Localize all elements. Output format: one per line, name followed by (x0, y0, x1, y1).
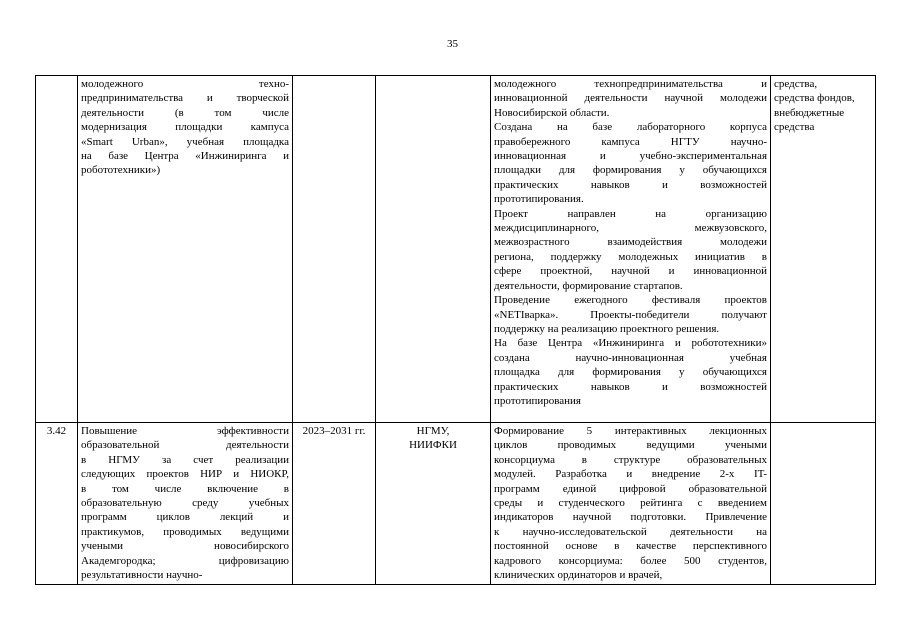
text-line: НГМУ, (416, 425, 450, 437)
text-line: практических навыков и возможностей (494, 178, 767, 191)
row-number-cell (36, 76, 78, 423)
text-line: Новосибирской области. (494, 106, 610, 119)
text-line: молодежного техно- (81, 78, 289, 90)
text-line: поддержку на реализацию проектного решения. (494, 322, 720, 335)
text-line: клинических ординаторов и врачей, (494, 569, 663, 582)
text-line: модернизация площадки кампуса (81, 121, 289, 134)
text-line: средства (774, 121, 815, 134)
text-line: деятельности (в том числе (81, 106, 289, 119)
text-line: молодежного технопредпринимательства и (494, 78, 767, 90)
text-line: Проведение ежегодного фестиваля проектов (494, 294, 767, 307)
text-line: Повышение эффективности (81, 425, 289, 437)
text-line: прототипирования (494, 394, 581, 407)
paragraph (494, 336, 767, 408)
text-line: программ циклов лекций и (81, 511, 289, 524)
executors-cell (376, 423, 491, 585)
page-number: 35 (447, 38, 458, 50)
text-line: постоянной основе в качестве перспективного (494, 540, 767, 553)
text-line: Создана на базе лабораторного корпуса (494, 121, 767, 134)
measure-cell (78, 423, 293, 585)
text-line: практических навыков и возможностей (494, 380, 767, 393)
text-line: межвозрастного взаимодействия молодежи (494, 236, 767, 249)
text-line: на базе Центра «Инжиниринга и (81, 150, 289, 163)
text-line: Академгородка; цифровизацию (81, 554, 289, 567)
results-cell (491, 423, 771, 585)
text-line: региона, поддержку молодежных инициатив в (494, 250, 767, 263)
text-line: междисциплинарного, межвузовского, (494, 222, 767, 235)
funding-cell (771, 423, 876, 585)
text-line: практикумов, проводимых ведущими (81, 525, 289, 538)
text-line: в НГМУ за счет реализации (81, 453, 289, 466)
text-line: «Smart Urban», учебная площадка (81, 135, 289, 148)
text-line: индикаторов научной подготовки. Привлечение (494, 511, 767, 524)
paragraph (494, 120, 767, 206)
text-line: инновационная и учебно-экспериментальная (494, 150, 767, 163)
table-row (36, 76, 876, 423)
text-line: Проект направлен на организацию (494, 207, 767, 220)
text-line: инновационной деятельности научной молодежи (494, 92, 767, 105)
page-bottom-edge (0, 636, 905, 640)
text-line: робототехники») (81, 164, 161, 177)
text-line: среды и студенческого рейтинга с введением (494, 497, 767, 510)
text-line: учеными новосибирского (81, 540, 289, 553)
text-line: площадка для формирования у обучающихся (494, 366, 767, 379)
text-line: модулей. Разработка и внедрение 2-х IT- (494, 468, 767, 481)
text-line: «NETIварка». Проекты-победители получают (494, 308, 767, 321)
measure-cell (78, 76, 293, 423)
text-line: правобережного кампуса НГТУ научно- (494, 135, 767, 148)
paragraph (494, 77, 767, 120)
text-line: Формирование 5 интерактивных лекционных (494, 425, 767, 437)
text-line: к научно-исследовательской деятельности на (494, 525, 767, 538)
measures-table (35, 75, 876, 585)
results-cell (491, 76, 771, 423)
text-line: средства фондов, (774, 92, 855, 105)
text-line: создана научно-инновационная учебная (494, 351, 767, 364)
period-cell: 2023–2031 гг. (293, 423, 376, 585)
text-line: внебюджетные (774, 106, 845, 119)
paragraph (494, 207, 767, 293)
text-line: средства, (774, 78, 818, 90)
text-line: прототипирования. (494, 193, 584, 206)
row-number-cell: 3.42 (36, 423, 78, 585)
executors-cell (376, 76, 491, 423)
funding-cell (771, 76, 876, 423)
text-line: циклов проводимых ведущими учеными (494, 439, 767, 452)
text-line: НИИФКИ (409, 439, 457, 452)
text-line: образовательной деятельности (81, 439, 289, 452)
text-line: программ единой цифровой образовательной (494, 482, 767, 495)
text-line: На базе Центра «Инжиниринга и робототехники» (494, 337, 767, 350)
text-line: образовательную среду учебных (81, 497, 289, 510)
text-line: в том числе включение в (81, 482, 289, 495)
text-line: консорциума в структуре образовательных (494, 453, 767, 466)
text-line: предпринимательства и творческой (81, 92, 289, 105)
text-line: кадрового консорциума: более 500 студентов, (494, 554, 767, 567)
text-line: следующих проектов НИР и НИОКР, (81, 468, 289, 481)
text-line: результативности научно- (81, 569, 203, 582)
paragraph (494, 293, 767, 336)
text-line: площадки для формирования у обучающихся (494, 164, 767, 177)
text-line: деятельности, формирование стартапов. (494, 279, 683, 292)
text-line: сфере проектной, научной и инновационной (494, 265, 767, 278)
table-row (36, 423, 876, 585)
period-cell (293, 76, 376, 423)
